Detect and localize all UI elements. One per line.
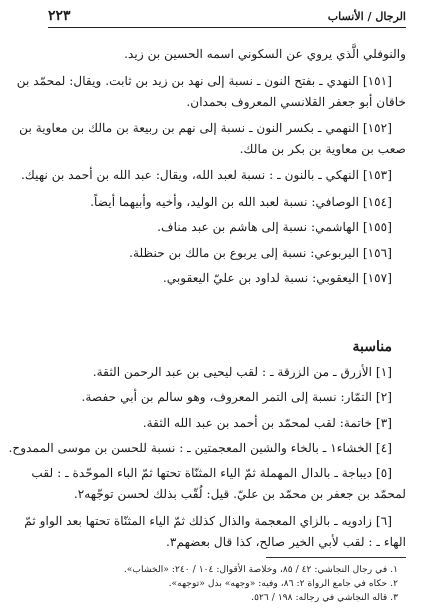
- section-entry-6-line-1: [٦] زادويه ـ بالزاي المعجمة والذال كذلك ثمّ الياء المثنّاة تحتها بعد الواو ثمّ: [24, 514, 392, 528]
- footnote-2: ٢. حكاه في جامع الرواة ٢: ٨٦، وفيه: «وجهه» بدل «توجهه».: [168, 578, 398, 589]
- section-entry-4: [٤] الخشاء١ ـ بالخاء والشين المعجمتين ـ : نسبة للحسن بن موسى الممدوح.: [8, 441, 392, 455]
- footnote-1: ١. في رجال النجاشي: ٤٢ / ٨٥، وخلاصة الأقوال: ١٠٤ / ٢٤٠: «الخشاب».: [123, 564, 398, 575]
- entry-156: [١٥٦] اليربوعي: نسبة إلى يربوع بن مالك بن حنظلة.: [129, 246, 392, 260]
- section-entry-5-line-1: [٥] ديباجة ـ بالدال المهملة ثمّ الياء المثنّاة تحتها ثمّ الباء الموحّدة ـ : لقب: [31, 466, 392, 480]
- section-entry-1: [١] الأزرق ـ من الزرقة ـ : لقب ليحيى بن عبد الرحمن الثقة.: [92, 365, 392, 379]
- entry-154: [١٥٤] الوصافي: نسبة لعبد الله بن الوليد، وأخيه وأبيهما أيضاً.: [90, 195, 392, 209]
- running-header: [48, 8, 406, 26]
- entry-153: [١٥٣] النهكي ـ بالنون ـ : نسبة لعبد الله، ويقال: عبد الله بن أحمد بن نهيك.: [21, 168, 392, 182]
- entry-152-line-2: صعب بن معاوية بن بكر بن مالك.: [239, 142, 406, 156]
- entry-157: [١٥٧] اليعقوبي: نسبة لداود بن عليّ اليعقوبي.: [162, 271, 392, 285]
- entry-155: [١٥٥] الهاشمي: نسبة إلى هاشم بن عبد مناف.: [157, 220, 392, 234]
- running-title: الرجال / الأنساب: [327, 10, 406, 23]
- section-entry-2: [٢] التمّار: نسبة إلى التمر المعروف، وهو سالم بن أبي حفصة.: [81, 390, 392, 404]
- entry-151-line-2: خاقان أبو جعفر القلانسي المعروف بحمدان.: [186, 95, 406, 109]
- footnote-rule: [266, 557, 406, 558]
- page-number: ٢٢٣: [48, 8, 71, 24]
- footnote-3: ٣. قاله النجاشي في رجاله: ١٩٨ / ٥٢٦.: [251, 592, 398, 603]
- section-entry-5-line-2: لمحمّد بن جعفر بن محمّد بن عليّ. قيل: لُقّب بذلك لحسن توجّهه٢.: [73, 487, 406, 501]
- entry-151-line-1: [١٥١] النهدي ـ بفتح النون ـ نسبة إلى نهد بن زيد بن ثابت. ويقال: لمحمّد بن: [16, 74, 392, 88]
- section-heading: مناسبة: [352, 339, 392, 355]
- header-rule: [48, 27, 406, 28]
- section-entry-6-line-2: الهاء ـ : لقب لأبي الخير صالح، كذا قال بعضهم٣.: [166, 535, 406, 549]
- body-line: والنوفلي الَّذي يروي عن السكوني اسمه الحسين بن زيد.: [124, 47, 406, 61]
- entry-152-line-1: [١٥٢] النهمي ـ بكسر النون ـ نسبة إلى نهم بن ربيعة بن مالك بن معاوية بن: [19, 121, 392, 135]
- section-entry-3: [٣] خاتمة: لقب لمحمّد بن أحمد بن عبد الله الثقة.: [142, 416, 392, 430]
